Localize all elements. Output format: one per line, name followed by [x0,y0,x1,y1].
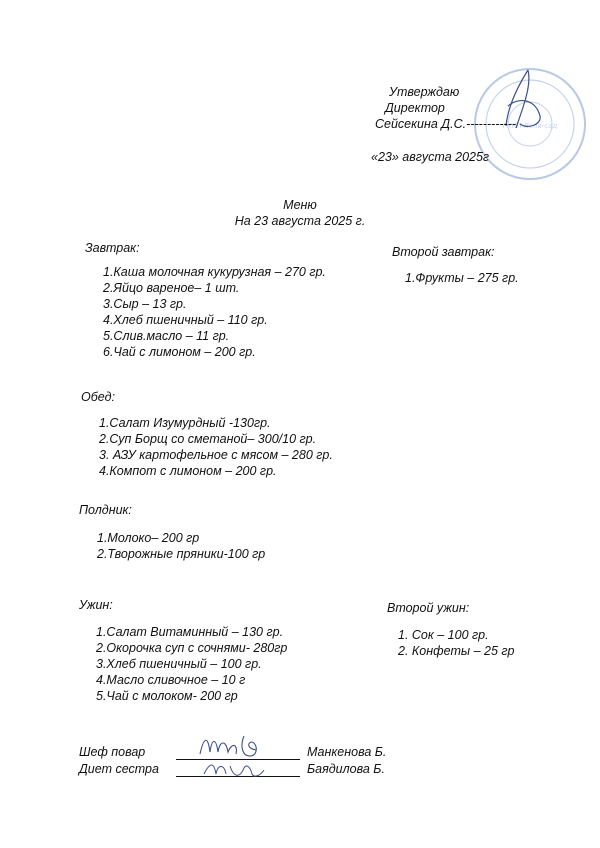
dinner-list [96,624,287,704]
chef-name: Манкенова Б. [307,745,387,759]
approval-position: Директор [385,101,445,115]
list-item: 4.Компот с лимоном – 200 гр. [99,464,277,478]
list-item: 3.Хлеб пшеничный – 100 гр. [96,657,262,671]
menu-title: Меню [283,198,317,212]
snack-list [97,530,265,562]
second-breakfast-list [405,270,519,286]
breakfast-heading: Завтрак: [85,241,140,255]
chef-role: Шеф повар [79,745,146,759]
list-item: 1.Салат Изумурдный -130гр. [99,416,271,430]
list-item: 2.Суп Борщ со сметаной– 300/10 гр. [99,432,317,446]
lunch-list [99,415,333,479]
list-item: 1.Молоко– 200 гр [97,531,200,545]
list-item: 2.Яйцо вареное– 1 шт. [103,281,240,295]
list-item: 6.Чай с лимоном – 200 гр. [103,345,256,359]
diet-signature [200,758,270,782]
list-item: 2. Конфеты – 25 гр [398,644,515,658]
list-item: 3.Сыр – 13 гр. [103,297,187,311]
svg-text:ГККП Ясли-сад: ГККП Ясли-сад [502,122,558,130]
list-item: 1.Салат Витаминный – 130 гр. [96,625,284,639]
list-item: 3. АЗУ картофельное с мясом – 280 гр. [99,448,333,462]
diet-name: Баядилова Б. [307,762,385,776]
snack-heading: Полдник: [79,503,132,517]
list-item: 2.Окорочка суп с сочнями- 280гр [96,641,288,655]
list-item: 5.Чай с молоком- 200 гр [96,689,238,703]
list-item: 1. Сок – 100 гр. [398,628,489,642]
list-item: 1.Фрукты – 275 гр. [405,271,519,285]
breakfast-list [103,264,326,360]
list-item: 1.Каша молочная кукурузная – 270 гр. [103,265,326,279]
list-item: 4.Хлеб пшеничный – 110 гр. [103,313,268,327]
second-breakfast-heading: Второй завтрак: [392,245,495,259]
menu-date: На 23 августа 2025 г. [234,214,366,228]
lunch-heading: Обед: [81,390,115,404]
approval-date: «23» августа 2025г [371,150,490,164]
list-item: 4.Масло сливочное – 10 г [96,673,246,687]
approval-name: Сейсекина Д.С.------------ [375,117,517,131]
dinner-heading: Ужин: [79,598,113,612]
second-dinner-list [398,627,515,659]
list-item: 5.Слив.масло – 11 гр. [103,329,230,343]
list-item: 2.Творожные пряники-100 гр [97,547,266,561]
second-dinner-heading: Второй ужин: [387,601,470,615]
diet-role: Диет сестра [79,762,159,776]
approval-approve: Утверждаю [389,85,460,99]
